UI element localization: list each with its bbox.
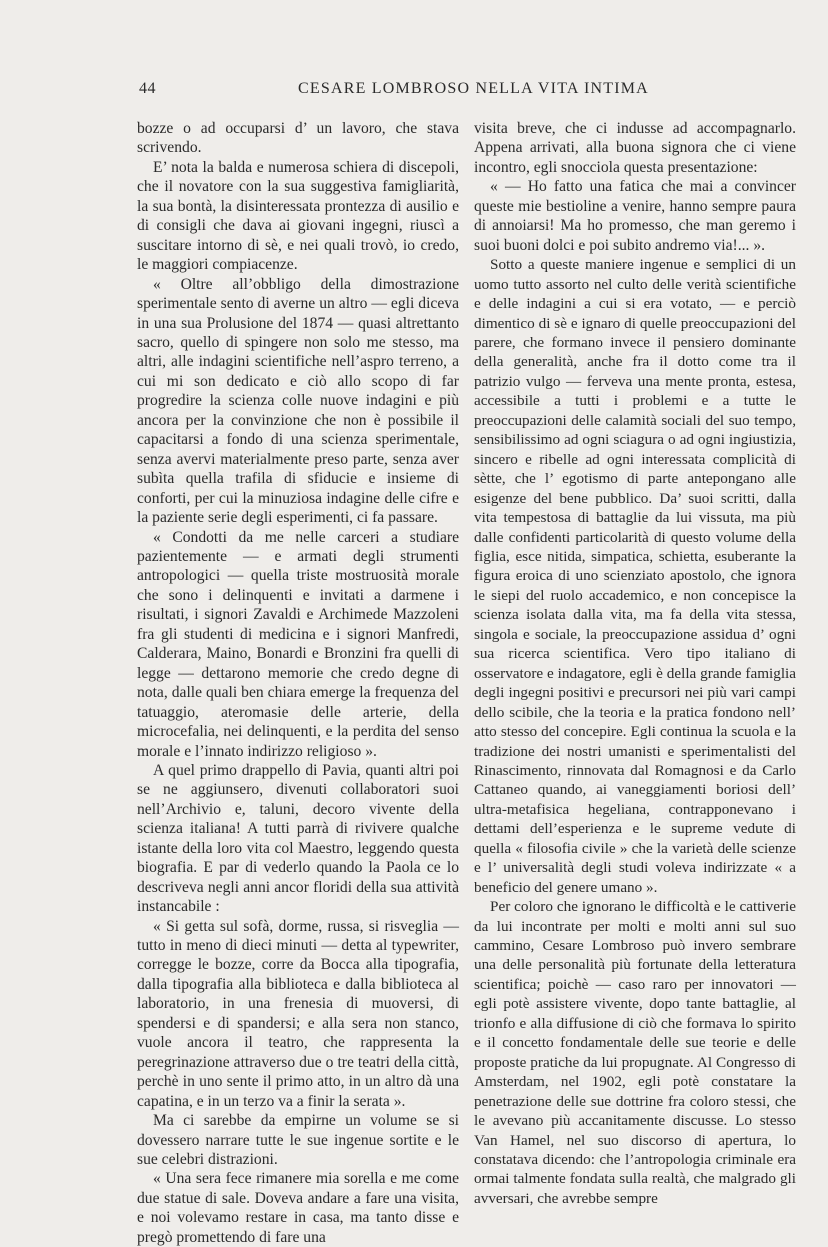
paragraph: bozze o ad occuparsi d’ un lavoro, che stava scrivendo. (137, 120, 459, 157)
paragraph: Per coloro che ignorano le difficoltà e le cattiverie da lui incontrate per molti e molti anni sul suo cammino, Cesare Lombroso può invero sembrare una delle personalità più fortunate della letteratura scientifica; poichè — caso raro per innovatori — egli potè assistere vivente, dopo tante battaglie, al trionfo e alla diffusione di ciò che formava lo spirito e il concetto fondamentale delle sue teorie e delle proposte pratiche da lui propugnate. Al Congresso di Amsterdam, nel 1902, egli potè constatare la penetrazione delle sue dottrine fra coloro stessi, che le avevano più accanitamente discusse. Lo stesso Van Hamel, nel suo discorso di apertura, lo constatava dicendo: che l’antropologia criminale era ormai talmente fondata sulla realtà, che malgrado gli avversari, che avrebbe sempre (474, 898, 796, 1207)
paragraph: Sotto a queste maniere ingenue e semplici di un uomo tutto assorto nel culto delle verità scientifiche e delle indagini a cui si era votato, — e perciò dimentico di sè e ignaro di quelle preoccupazioni del parere, che formano invece il pensiero dominante della generalità, anche fra il dotto come tra il patrizio vulgo — ferveva una mente pronta, estesa, accessibile a tutti i problemi e a tutte le preoccupazioni delle calamità sociali del suo tempo, sensibilissimo ad ogni sciagura o ad ogni ingiustizia, sincero e ribelle ad ogni interessata complicità di sètte, che l’ egotismo di parte antepongano alle esigenze del bene pubblico. Da’ suoi scritti, dalla vita tempestosa di battaglie da lui vissuta, ma più dalle confidenti particolarità di questo volume della figlia, esce nitida, simpatica, schietta, esuberante la figura eroica di uno scienziato apostolo, che ignora le siepi del ruolo accademico, e non concepisce la scienza isolata dalla vita, ma fa della vita stessa, singola e sociale, la preoccupazione assidua d’ ogni sua ricerca scientifica. Vero tipo italiano di osservatore e indagatore, egli è della grande famiglia degli ingegni positivi e precursori nei più vari campi dello scibile, che la teoria e la pratica fondono nell’ atto stesso del concepire. Egli continua la scuola e la tradizione dei nostri umanisti e sperimentalisti del Rinascimento, rinnovata dal Romagnosi e da Carlo Cattaneo quando, ai vaneggiamenti boriosi dell’ ultra-metafisica hegeliana, contrapponevano i dettami dell’esperienza e le supreme vedute di quella « filosofia civile » che la varietà delle scienze e l’ universalità degli studi voleva indirizzate « a beneficio del genere umano ». (474, 256, 796, 896)
quoted-paragraph: « Oltre all’obbligo della dimostrazione sperimentale sento di averne un altro — egli diceva in una sua Prolusione del 1874 — quasi altrettanto sacro, quello di spingere non solo me stesso, ma altri, alle indagini scientifiche nell’aspro terreno, a cui mi son dedicato e ciò allo scopo di far progredire la scienza colle nuove indagini e più ancora per la convinzione che non è possibile il capacitarsi a fondo di una scienza sperimentale, senza avervi materialmente preso parte, senza aver subìta quella trafila di sfiducie e insieme di conforti, per cui la minuziosa indagine delle cifre e la paziente serie degli esperimenti, ci fa passare. (137, 275, 459, 527)
quoted-paragraph: « Si getta sul sofà, dorme, russa, si risveglia — tutto in meno di dieci minuti — detta al typewriter, corregge le bozze, corre da Bocca alla tipografia, dalla tipografia alla biblioteca e dalla biblioteca al laboratorio, in una frenesia di muoversi, di spendersi e di spandersi; e alla sera non stanco, vuole ancora il teatro, che rappresenta la peregrinazione attraverso due o tre teatri della città, perchè in uno sente il primo atto, in un altro dà una capatina, e in un terzo va a finir la serata ». (137, 917, 459, 1110)
paragraph: A quel primo drappello di Pavia, quanti altri poi se ne aggiunsero, divenuti collaboratori suoi nell’Archivio e, taluni, decoro vivente della scienza italiana! A tutti parrà di rivivere qualche istante della loro vita col Maestro, leggendo questa biografia. E par di vederlo quando la Paola ce lo descriveva negli anni ancor floridi della sua attività instancabile : (137, 761, 459, 916)
running-title: CESARE LOMBROSO NELLA VITA INTIMA (298, 80, 649, 97)
paragraph: E’ nota la balda e numerosa schiera di discepoli, che il novatore con la sua suggestiva famigliarità, la sua bontà, la disinteressata prontezza di ausilio e di consigli che dava ai giovani ingegni, riuscì a suscitare intorno di sè, e nei quali trovò, io credo, le maggiori compiacenze. (137, 158, 459, 274)
right-text-column (474, 119, 796, 1208)
quoted-paragraph: « Una sera fece rimanere mia sorella e me come due statue di sale. Doveva andare a fare una visita, e noi volevamo restare in casa, ma tanto disse e pregò promettendo di fare una (137, 1170, 459, 1246)
quoted-paragraph: « Condotti da me nelle carceri a studiare pazientemente — e armati degli strumenti antropologici — quella triste mostruosità morale che sono i delinquenti e invitati a darmene i risultati, i signori Zavaldi e Archimede Mazzoleni fra gli studenti di medicina e i signori Manfredi, Calderara, Maino, Bonardi e Bronzini fra quelli di legge — dettarono memorie che credo degne di nota, dalle quali ben chiara emerge la frequenza del tatuaggio, ateromasie delle arterie, della microcefalia, nei delinquenti, e la perdita del senso morale e l’innato indirizzo religioso ». (137, 528, 459, 760)
page-number: 44 (139, 80, 156, 97)
quoted-paragraph: « — Ho fatto una fatica che mai a convincer queste mie bestioline a venire, hanno sempre paura di annoiarsi! Ma ho promesso, che man geremo i suoi buoni dolci e poi subito andremo via!... ». (474, 178, 796, 254)
left-text-column (137, 119, 459, 1247)
paragraph: Ma ci sarebbe da empirne un volume se si dovessero narrare tutte le sue ingenue sortite e le sue celebri distrazioni. (137, 1112, 459, 1169)
paragraph: visita breve, che ci indusse ad accompagnarlo. Appena arrivati, alla buona signora che ci viene incontro, egli snocciola questa presentazione: (474, 120, 796, 176)
